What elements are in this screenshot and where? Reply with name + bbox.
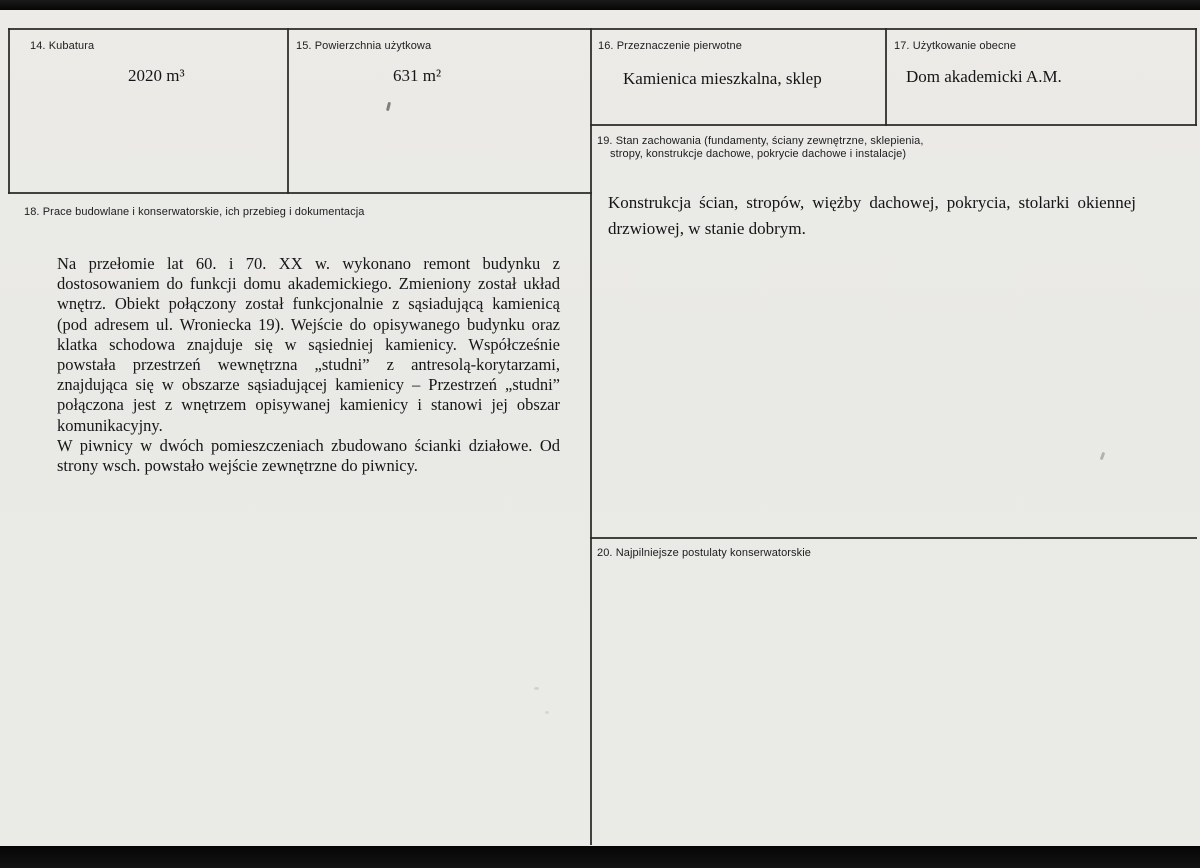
scan-artifact [386,102,391,111]
border-right-upper [1195,28,1197,126]
field-17-label: 17. Użytkowanie obecne [894,40,1017,52]
divider-center-vertical [590,28,592,845]
border-left-upper [8,28,10,194]
field-19-label-line1: 19. Stan zachowania (fundamenty, ściany zewnętrzne, sklepienia, [597,135,924,147]
field-19-label-line2: stropy, konstrukcje dachowe, pokrycie dachowe i instalacje) [610,148,907,160]
scan-artifact [1100,452,1106,461]
border-under-field14-15 [8,192,592,194]
scan-artifact [534,687,539,690]
field-14-value: 2020 m³ [128,66,185,85]
field-16-value: Kamienica mieszkalna, sklep [623,69,822,88]
field-14-label: 14. Kubatura [30,40,95,52]
border-under-field19 [590,537,1197,539]
scan-artifact [545,711,549,714]
border-under-field16-17 [590,124,1197,126]
field-18-text [57,254,560,476]
divider-field16-field17 [885,28,887,126]
field-18-paragraph-1: Na przełomie lat 60. i 70. XX w. wykonano remont budynku z dostosowaniem do funkcji domu akademickiego. Zmieniony został układ wnętrz. Obiekt połączony został funkcjonalnie z sąsiadującą kamienicą (pod adresem ul. Wroniecka 19). Wejście do opisywanego budynku oraz klatka schodowa znajduje się w sąsiedniej kamienicy. Współcześnie powstała przestrzeń wewnętrzna „studni” z antresolą-korytarzami, znajdująca się w obszarze sąsiadującej kamienicy – Przestrzeń „studni” połączona jest z wnętrzem opisywanej kamienicy i stanowi jej obszar komunikacyjny. [57,254,560,435]
field-17-value: Dom akademicki A.M. [906,67,1062,86]
divider-field14-field15 [287,28,289,194]
scan-edge-top [0,0,1200,10]
field-20-label: 20. Najpilniejsze postulaty konserwatorskie [597,547,812,559]
border-top [8,28,1197,30]
field-18-label: 18. Prace budowlane i konserwatorskie, ich przebieg i dokumentacja [24,206,365,218]
field-15-value: 631 m² [393,66,442,85]
field-19-value: Konstrukcja ścian, stropów, więżby dachowej, pokrycia, stolarki okiennej drzwiowej, w stanie dobrym. [608,193,1136,238]
field-15-label: 15. Powierzchnia użytkowa [296,40,432,52]
field-16-label: 16. Przeznaczenie pierwotne [598,40,742,52]
scan-edge-bottom [0,846,1200,868]
field-18-paragraph-2: W piwnicy w dwóch pomieszczeniach zbudowano ścianki działowe. Od strony wsch. powstało wejście zewnętrzne do piwnicy. [57,435,560,476]
